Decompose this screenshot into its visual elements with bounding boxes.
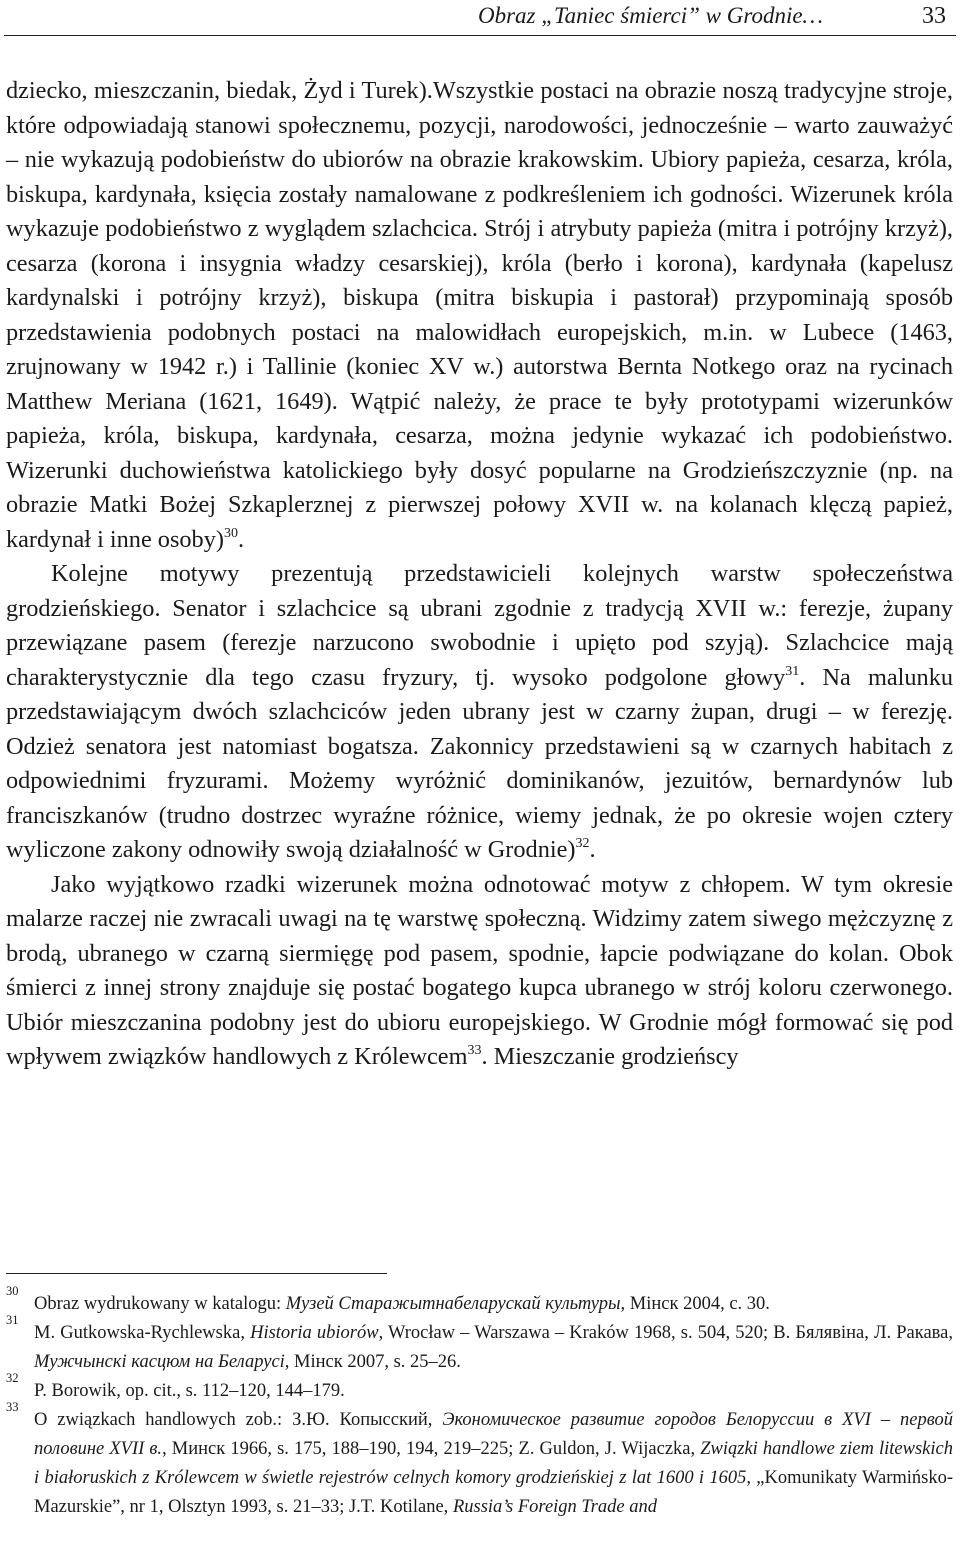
footnote-text: , Мінск 2007, s. 25–26. [284,1352,461,1372]
paragraph-2-text-cont: . Na malunku przedstawiającym dwóch szlachciców jeden ubrany jest w czarny żupan, drugi – w ferezję. Odzież senatora jest natomiast bogatsza. Zakonnicy przedstawieni są w czarnych habitach z odpowiednimi fryzurami. Możemy wyróżnić dominikanów, jezuitów, bernardynów lub franciszkanów (trudno dostrzec wyraźne różnice, wiemy jednak, że po okresie wojen cztery wyliczone zakony odnowiły swoją działalność w Grodnie) [6,663,953,863]
footnote-text: , Мінск 2004, с. 30. [620,1294,770,1314]
footnote-title: Russia’s Foreign Trade and [452,1497,657,1517]
footnote-number: 30 [6,1284,19,1298]
footnote-text: M. Gutkowska-Rychlewska, [34,1323,251,1343]
footnote-text: Obraz wydrukowany w katalogu: [34,1294,286,1314]
footnote-31 [6,1313,954,1377]
footnote-text: P. Borowik, op. cit., s. 112–120, 144–179. [34,1381,345,1401]
footnotes [6,1284,954,1522]
footnote-ref-31: 31 [785,663,800,679]
footnote-title: Związki handlowe ziem litewskich i białoruskich z Królewcem w świetle rejestrów celnych komory grodzieńskiej z lat 1600 i 1605 [34,1439,953,1488]
footnote-title: Музей Старажытнабеларускай культуры [285,1294,621,1314]
footnote-number: 31 [6,1313,19,1327]
footnote-title: Мужчынскі касцюм на Беларусі [34,1352,285,1372]
paragraph-1-end: . [237,525,245,553]
footnote-33 [6,1400,954,1522]
footnote-separator [6,1273,387,1274]
footnote-title: Historia ubiorów [250,1323,379,1343]
page-number: 33 [922,3,946,29]
footnote-ref-32: 32 [575,836,590,851]
paragraph-1-text: dziecko, mieszczanin, biedak, Żyd i Turek).Wszystkie postaci na obrazie noszą tradycyjne stroje, które odpowiadają stanowi społecznemu, pozycji, narodowości, jednocześnie – warto zauważyć – nie wykazują podobieństw do ubiorów na obrazie krakowskim. Ubiory papieża, cesarza, króla, biskupa, kardynała, księcia zostały namalowane z podkreśleniem ich godności. Wizerunek króla wykazuje podobieństwo z wyglądem szlachcica. Strój i atrybuty papieża (mitra i potrójny krzyż), cesarza (korona i insygnia władzy cesarskiej), króla (berło i korona), kardynała (kapelusz kardynalski i potrójny krzyż), biskupa (mitra biskupia i pastorał) przypominają sposób przedstawienia podobnych postaci na malowidłach europejskich, m.in. w Lubece (1463, zrujnowany w 1942 r.) i Tallinie (koniec XV w.) autorstwa Bernta Notkego oraz na rycinach Matthew Meriana (1621, 1649). Wątpić należy, że prace te były prototypami wizerunków papieża, króla, biskupa, kardynała, cesarza, można jedynie wykazać ich podobieństwo. Wizerunki duchowieństwa katolickiego były dosyć popularne na Grodzieńszczyznie (np. na obrazie Matki Bożej Szkaplerznej z pierwszej połowy XVII w. na kolanach klęczą papież, kardynał i inne osoby) [6,77,953,553]
running-title: Obraz „Taniec śmierci” w Grodnie… [477,3,823,28]
paragraph-2-text: Kolejne motywy prezentują przedstawicieli kolejnych warstw społeczeństwa grodzieńskiego. Senator i szlachcice są ubrani zgodnie z tradycją XVII w.: ferezje, żupany przewiązane pasem (ferezje narzucono swobodnie i upięto pod szyją). Szlachcice mają charakterystycznie dla tego czasu fryzury, tj. wysoko podgolone głowy [6,560,953,691]
footnote-30 [6,1284,953,1319]
footnote-text: , Минск 1966, s. 175, 188–190, 194, 219–225; Z. Guldon, J. Wijaczka, [162,1439,701,1459]
paragraph-3-text-cont: . Mieszczanie grodzieńscy [481,1043,739,1070]
paragraph-3-text: Jako wyjątkowo rzadki wizerunek można odnotować motyw z chłopem. W tym okresie malarze raczej nie zwracali uwagi na tę warstwę społeczną. Widzimy zatem siwego mężczyznę z brodą, ubranego w czarną siermięgę pod pasem, spodnie, łapcie podwiązane do kolan. Obok śmierci z innej strony znajduje się postać bogatego kupca ubranego w strój koloru czerwonego. Ubiór mieszczanina podobny jest do ubioru europejskiego. W Grodnie mógł formować się pod wpływem związków handlowych z Królewcem [6,870,953,1070]
body-text [6,74,953,1075]
footnote-ref-30: 30 [223,525,238,541]
footnote-text: , Wrocław – Warszawa – Kraków 1968, s. 504, 520; В. Бялявіна, Л. Ракава, [378,1323,954,1343]
footnote-text: O związkach handlowych zob.: З.Ю. Копысский, [34,1410,443,1430]
header-rule [4,35,956,36]
footnote-32 [6,1371,953,1406]
footnote-title: Экономическое развитие городов Белоруссии в XVI – первой половине XVII в. [34,1410,954,1459]
paragraph-1 [6,74,953,557]
paragraph-3 [6,868,953,1075]
footnote-number: 33 [6,1400,19,1414]
footnote-number: 32 [6,1371,19,1385]
running-header [0,2,960,36]
footnote-ref-33: 33 [467,1043,482,1058]
paragraph-2-end: . [589,836,596,863]
footnote-text: , „Komunikaty Warmińsko-Mazurskie”, nr 1, Olsztyn 1993, s. 21–33; J.T. Kotilane, [34,1468,953,1517]
paragraph-2 [6,557,953,868]
